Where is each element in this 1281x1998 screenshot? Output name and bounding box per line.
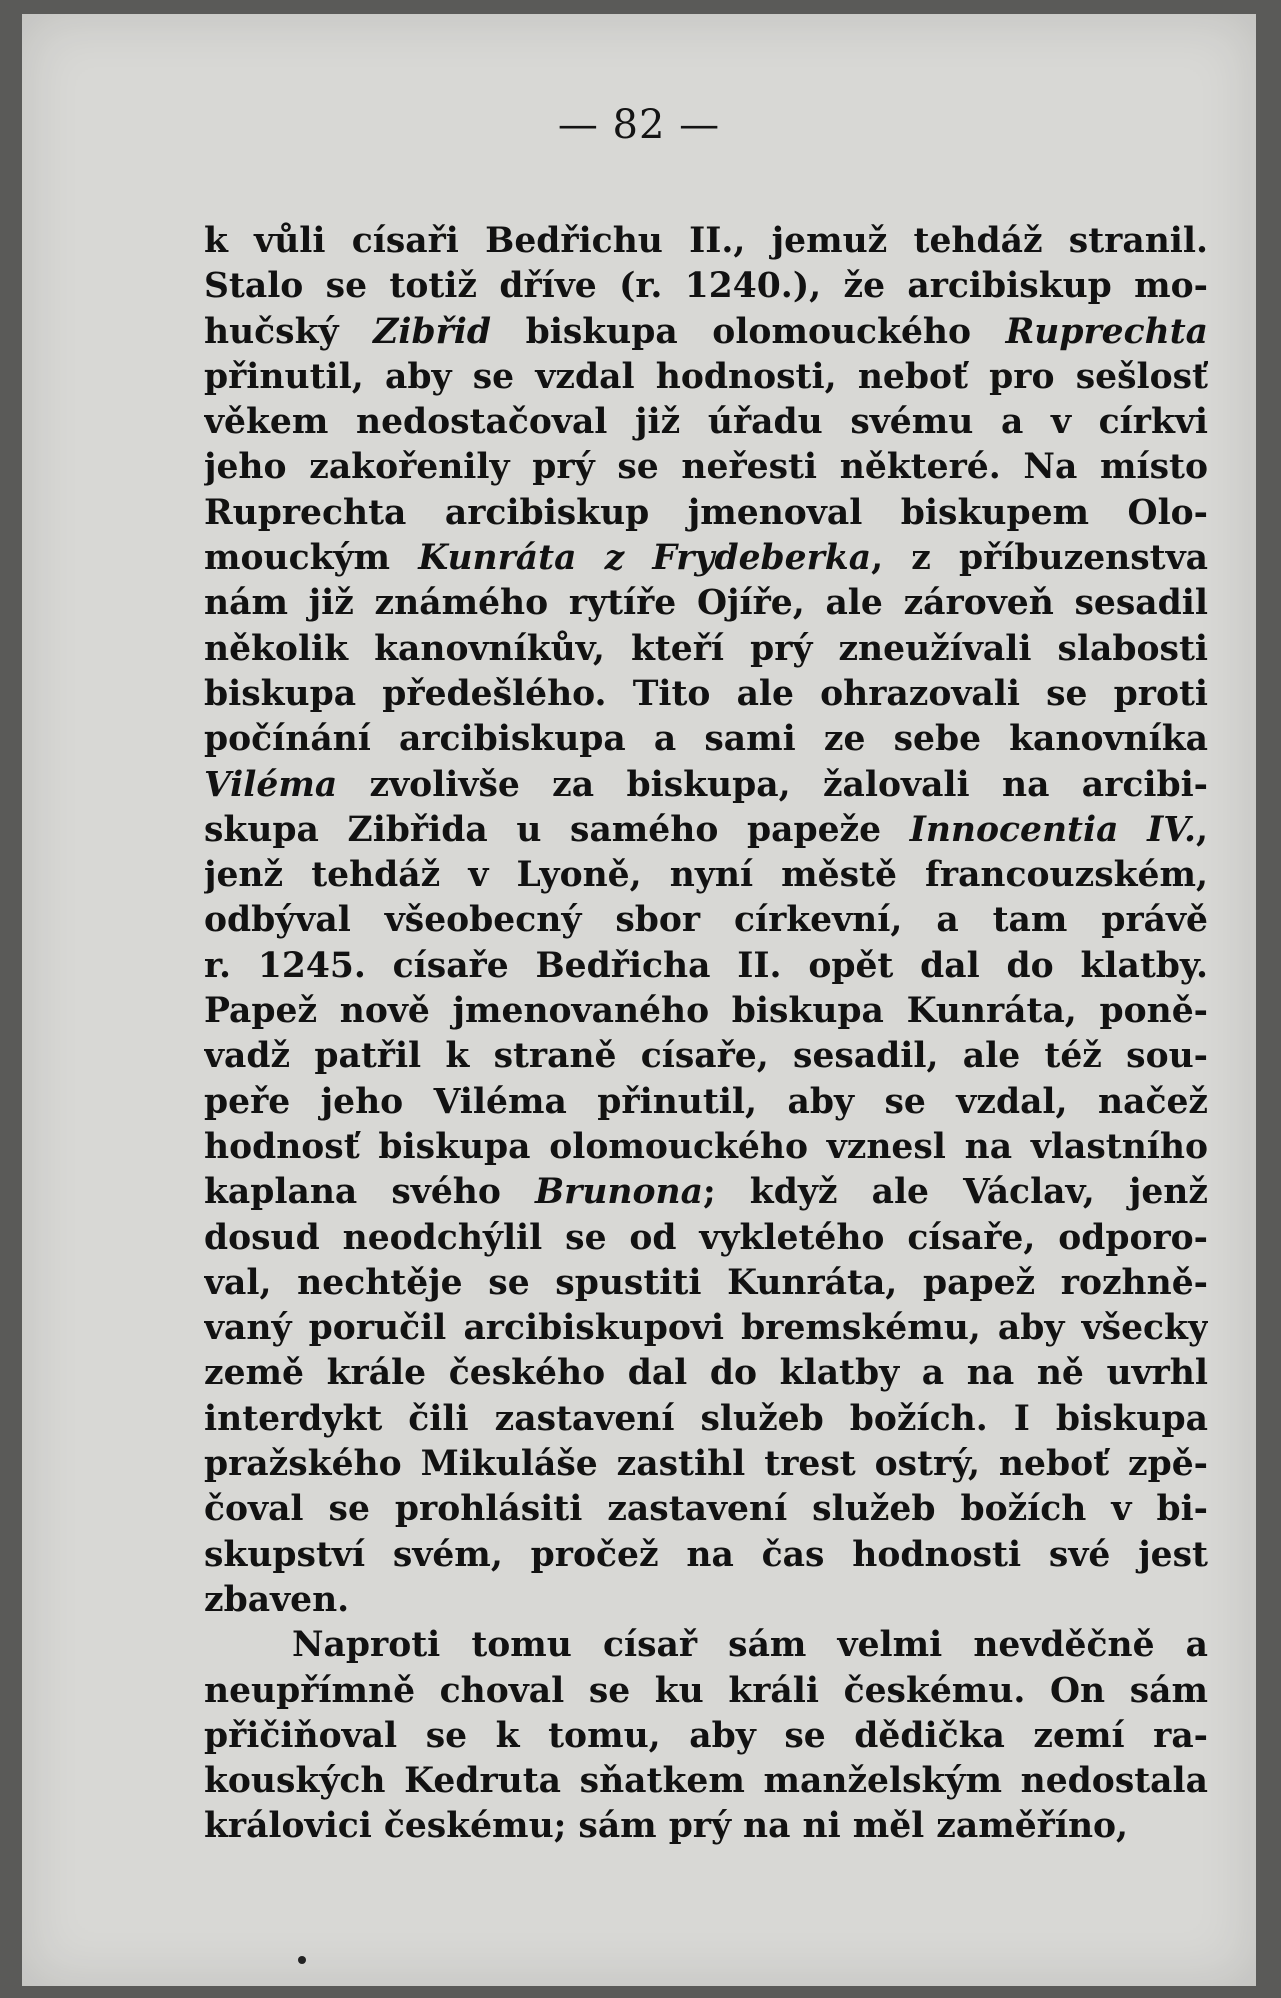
text-line: přičiňoval se k tomu, aby se dědička zemí ra- (204, 1715, 1208, 1756)
page-number: — 82 — (557, 102, 721, 148)
text-line: země krále českého dal do klatby a na ně uvrhl (204, 1353, 1208, 1394)
italic-name: Brunona (535, 1172, 703, 1213)
text-line: mouckým Kunráta z Frydeberka, z příbuzenstva (204, 538, 1208, 579)
text-line: dosud neodchýlil se od vykletého císaře, odporo- (204, 1217, 1208, 1258)
text-line: vaný poručil arcibiskupovi bremskému, aby všecky (204, 1308, 1208, 1349)
text-line: kouských Kedruta sňatkem manželským nedostala (204, 1761, 1208, 1802)
text-line: Ruprechta arcibiskup jmenoval biskupem Olo- (204, 492, 1208, 533)
text-line: jenž tehdáž v Lyoně, nyní městě francouzském, (204, 855, 1208, 896)
text-line: několik kanovníkův, kteří prý zneužívali slabosti (204, 628, 1208, 669)
text-line: královici českému; sám prý na ni měl zaměříno, (204, 1806, 1129, 1847)
text-line: r. 1245. císaře Bedřicha II. opět dal do klatby. (204, 945, 1208, 986)
text-line: přinutil, aby se vzdal hodnosti, neboť pro sešlosť (204, 356, 1208, 397)
text-line: skupa Zibřida u samého papeže Innocentia IV., (204, 809, 1208, 850)
text-line: neupřímně choval se ku králi českému. On sám (204, 1670, 1208, 1711)
body-text (204, 219, 1208, 1850)
italic-name: Ruprechta (1005, 311, 1208, 352)
text-line: čoval se prohlásiti zastavení služeb božích v bi- (204, 1489, 1208, 1530)
text-line: pražského Mikuláše zastihl trest ostrý, neboť zpě- (204, 1444, 1208, 1485)
text-line: hučský Zibřid biskupa olomouckého Ruprechta (204, 311, 1208, 352)
ink-speck (298, 1956, 306, 1964)
text-line: počínání arcibiskupa a sami ze sebe kanovníka (204, 719, 1208, 760)
text-line: odbýval všeobecný sbor církevní, a tam právě (204, 900, 1208, 941)
italic-name: Kunráta z Frydeberka (418, 538, 872, 579)
text-line: Naproti tomu císař sám velmi nevděčně a (292, 1625, 1208, 1666)
text-line: Stalo se totiž dříve (r. 1240.), že arcibiskup mo- (204, 266, 1208, 307)
text-line: věkem nedostačoval již úřadu svému a v církvi (204, 402, 1208, 443)
text-line: val, nechtěje se spustiti Kunráta, papež rozhně- (204, 1262, 1208, 1303)
text-line: jeho zakořenily prý se neřesti některé. Na místo (204, 447, 1208, 488)
text-line: hodnosť biskupa olomouckého vznesl na vlastního (204, 1126, 1208, 1167)
italic-name: Viléma (204, 764, 338, 805)
text-line: peře jeho Viléma přinutil, aby se vzdal, načež (204, 1081, 1208, 1122)
italic-name: Zibřid (373, 311, 491, 352)
text-line: zbaven. (204, 1579, 350, 1620)
paragraph-2 (204, 1623, 1208, 1849)
text-line: Viléma zvolivše za biskupa, žalovali na arcibi- (204, 764, 1208, 805)
text-line: biskupa předešlého. Tito ale ohrazovali se proti (204, 673, 1208, 714)
text-line: Papež nově jmenovaného biskupa Kunráta, poně- (204, 991, 1208, 1032)
italic-name: Innocentia IV. (909, 809, 1196, 850)
text-line: nám již známého rytíře Ojíře, ale zároveň sesadil (204, 583, 1208, 624)
text-line: k vůli císaři Bedřichu II., jemuž tehdáž stranil. (204, 221, 1208, 261)
text-line: skupství svém, pročež na čas hodnosti své jest (204, 1534, 1208, 1575)
paragraph-1 (204, 219, 1208, 1623)
text-line: interdykt čili zastavení služeb božích. I biskupa (204, 1398, 1208, 1439)
text-line: vadž patřil k straně císaře, sesadil, ale též sou- (204, 1036, 1208, 1077)
text-line: kaplana svého Brunona; když ale Václav, jenž (204, 1172, 1208, 1213)
book-page (22, 14, 1256, 1986)
